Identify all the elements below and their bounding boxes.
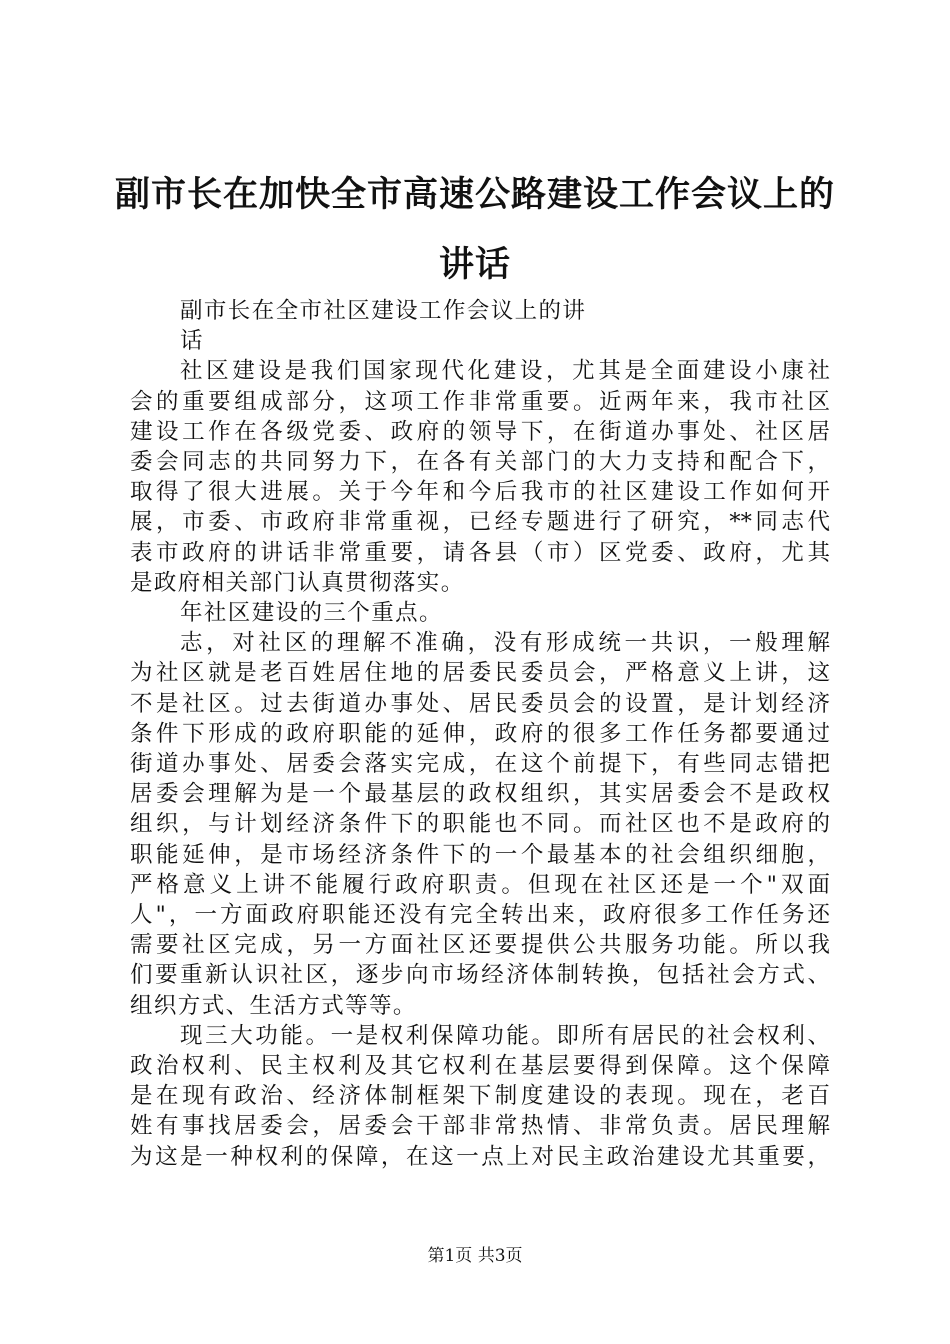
body-line: 表市政府的讲话非常重要，请各县（市）区党委、政府，尤其 xyxy=(130,539,830,566)
body-line: 是政府相关部门认真贯彻落实。 xyxy=(130,569,465,596)
body-line-subtitle-1: 副市长在全市社区建设工作会议上的讲 xyxy=(180,298,587,324)
body-line: 不是社区。过去街道办事处、居民委员会的设置，是计划经济 xyxy=(130,690,830,717)
body-line: 志，对社区的理解不准确，没有形成统一共识，一般理解 xyxy=(180,630,830,657)
body-line: 会的重要组成部分，这项工作非常重要。近两年来，我市社区 xyxy=(130,388,830,415)
body-line: 现三大功能。一是权利保障功能。即所有居民的社会权利、 xyxy=(180,1022,830,1049)
body-line: 社区建设是我们国家现代化建设，尤其是全面建设小康社 xyxy=(180,358,830,385)
body-line: 职能延伸，是市场经济条件下的一个最基本的社会组织细胞， xyxy=(130,841,830,868)
body-line: 组织方式、生活方式等等。 xyxy=(130,992,417,1019)
body-line: 们要重新认识社区，逐步向市场经济体制转换，包括社会方式、 xyxy=(130,962,830,989)
page-footer: 第1页 共3页 xyxy=(427,1246,523,1266)
document-body xyxy=(130,296,830,1172)
body-line: 组织，与计划经济条件下的职能也不同。而社区也不是政府的 xyxy=(130,811,830,838)
title-line-1: 副市长在加快全市高速公路建设工作会议上的 xyxy=(114,175,835,215)
body-line: 年社区建设的三个重点。 xyxy=(180,600,443,627)
body-line: 为社区就是老百姓居住地的居委民委员会，严格意义上讲，这 xyxy=(130,660,830,687)
body-line: 人"，一方面政府职能还没有完全转出来，政府很多工作任务还 xyxy=(130,902,830,929)
body-line: 姓有事找居委会，居委会干部非常热情、非常负责。居民理解 xyxy=(130,1113,830,1140)
body-line: 建设工作在各级党委、政府的领导下，在街道办事处、社区居 xyxy=(130,418,830,445)
body-line: 严格意义上讲不能履行政府职责。但现在社区还是一个"双面 xyxy=(130,871,830,898)
body-line: 条件下形成的政府职能的延伸，政府的很多工作任务都要通过 xyxy=(130,720,830,747)
body-line: 是在现有政治、经济体制框架下制度建设的表现。现在，老百 xyxy=(130,1083,830,1110)
body-line: 政治权利、民主权利及其它权利在基层要得到保障。这个保障 xyxy=(130,1053,830,1080)
body-line: 需要社区完成，另一方面社区还要提供公共服务功能。所以我 xyxy=(130,932,830,959)
document-title xyxy=(60,160,890,300)
body-line: 取得了很大进展。关于今年和今后我市的社区建设工作如何开 xyxy=(130,479,830,506)
body-line: 展，市委、市政府非常重视，已经专题进行了研究，**同志代 xyxy=(130,509,830,536)
body-line: 为这是一种权利的保障，在这一点上对民主政治建设尤其重要， xyxy=(130,1143,830,1170)
body-line: 居委会理解为是一个最基层的政权组织，其实居委会不是政权 xyxy=(130,781,830,808)
body-line-subtitle-2: 话 xyxy=(180,328,204,355)
body-line: 委会同志的共同努力下，在各有关部门的大力支持和配合下， xyxy=(130,449,830,476)
body-line: 街道办事处、居委会落实完成，在这个前提下，有些同志错把 xyxy=(130,751,830,778)
title-line-2: 讲话 xyxy=(438,245,511,285)
